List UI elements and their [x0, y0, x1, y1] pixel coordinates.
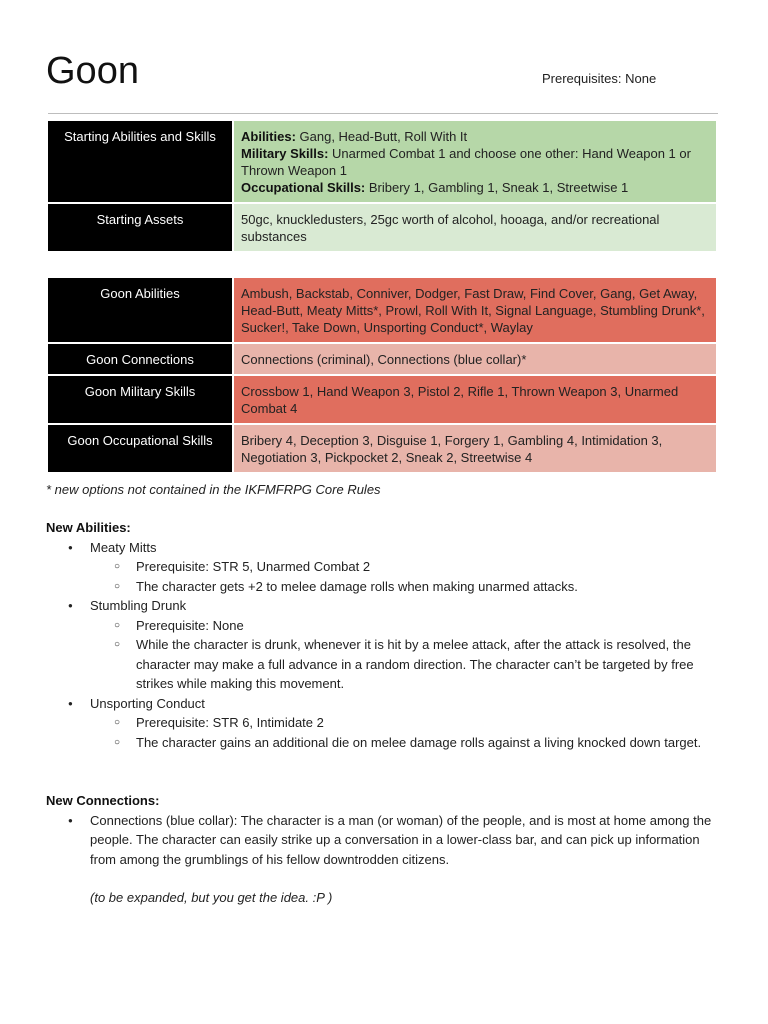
list-item: ○ While the character is drunk, whenever it is hit by a melee attack, after the attack is resolved, the character may make a full advance in a random direction. The character can’t be targeted by free strikes while making this movement.: [90, 635, 726, 694]
connection-note: (to be expanded, but you get the idea. :P ): [90, 890, 333, 905]
section-title: New Abilities:: [46, 520, 131, 535]
row-header: Goon Military Skills: [47, 375, 233, 424]
row-value: 50gc, knuckledusters, 25gc worth of alcohol, hooaga, and/or recreational substances: [233, 203, 717, 252]
ability-name: Stumbling Drunk: [90, 598, 187, 613]
list-item: ○ The character gains an additional die on melee damage rolls against a living knocked down target.: [90, 733, 726, 753]
list-item: ○ Prerequisite: STR 6, Intimidate 2: [90, 713, 726, 733]
footnote: * new options not contained in the IKFMFRPG Core Rules: [46, 482, 381, 497]
row-header: Goon Occupational Skills: [47, 424, 233, 473]
row-value: Crossbow 1, Hand Weapon 3, Pistol 2, Rifle 1, Thrown Weapon 3, Unarmed Combat 4: [233, 375, 717, 424]
ability-name: Unsporting Conduct: [90, 695, 205, 711]
occupational-label: Occupational Skills:: [241, 180, 366, 195]
military-value: Unarmed Combat 1 and choose one other: Hand Weapon 1 or Thrown Weapon 1: [241, 146, 691, 178]
military-line: [241, 145, 709, 179]
prerequisites-text: Prerequisites: None: [542, 71, 657, 86]
ability-details: [90, 713, 726, 752]
row-header: Starting Assets: [47, 203, 233, 252]
row-value: Connections (criminal), Connections (blue collar)*: [233, 343, 717, 375]
abilities-label: Abilities:: [241, 129, 296, 144]
table-row: [47, 375, 717, 424]
row-header: Starting Abilities and Skills: [47, 120, 233, 203]
row-value: [233, 120, 717, 203]
ability-name: Meaty Mitts: [90, 539, 157, 555]
occupational-line: [241, 179, 709, 196]
abilities-line: [241, 128, 709, 145]
section-title: New Connections:: [46, 793, 160, 808]
connections-list: [46, 811, 726, 908]
goon-table: [46, 276, 718, 474]
new-abilities-section: [46, 518, 726, 752]
list-item: ○ The character gets +2 to melee damage rolls when making unarmed attacks.: [90, 577, 726, 597]
row-header: Goon Abilities: [47, 277, 233, 343]
list-item: [46, 694, 726, 753]
starting-table: [46, 119, 718, 253]
horizontal-rule: [48, 113, 718, 114]
ability-details: [90, 616, 726, 694]
list-item: [46, 811, 726, 908]
row-header: Goon Connections: [47, 343, 233, 375]
list-item: [46, 538, 726, 597]
table-row: [47, 277, 717, 343]
row-value: Ambush, Backstab, Conniver, Dodger, Fast Draw, Find Cover, Gang, Get Away, Head-Butt, Meaty Mitts*, Prowl, Roll With It, Signal Language, Stumbling Drunk*, Sucker!, Take Down, Unsporting Conduct*, Waylay: [233, 277, 717, 343]
table-row: [47, 203, 717, 252]
ability-details: [90, 557, 726, 596]
list-item: ○ Prerequisite: None: [90, 616, 726, 636]
new-connections-section: [46, 791, 726, 908]
abilities-list: [46, 538, 726, 753]
abilities-value: Gang, Head-Butt, Roll With It: [295, 129, 468, 144]
military-label: Military Skills:: [241, 146, 329, 161]
table-row: [47, 120, 717, 203]
row-value: Bribery 4, Deception 3, Disguise 1, Forgery 1, Gambling 4, Intimidation 3, Negotiation 3, Pickpocket 2, Sneak 2, Streetwise 4: [233, 424, 717, 473]
list-item: ○ Prerequisite: STR 5, Unarmed Combat 2: [90, 557, 726, 577]
table-row: [47, 343, 717, 375]
connection-description: ● Connections (blue collar): The character is a man (or woman) of the people, and is most at home among the people. The character can easily strike up a conversation in a lower-class bar, and can pick up information from among the grumblings of his fellow downtrodden citizens.: [90, 812, 712, 867]
occupational-value: Bribery 1, Gambling 1, Sneak 1, Streetwise 1: [365, 180, 629, 195]
page-title: Goon: [46, 50, 139, 92]
list-item: [46, 596, 726, 694]
table-row: [47, 424, 717, 473]
